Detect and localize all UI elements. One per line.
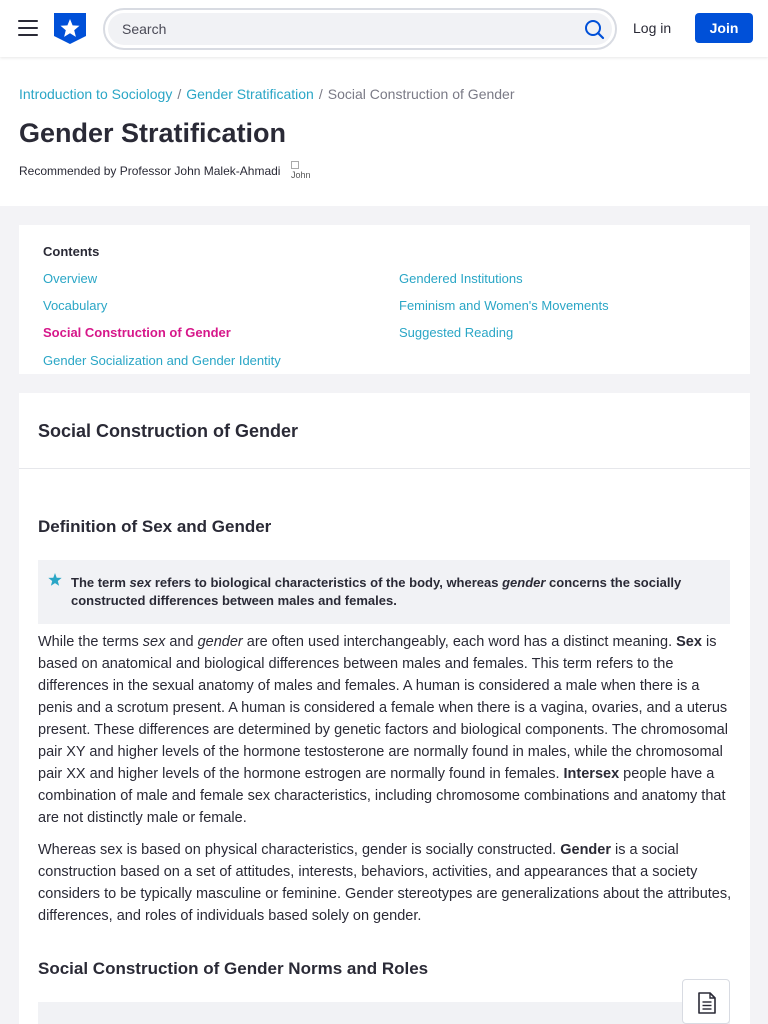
breadcrumb-link-intro-sociology[interactable]: Introduction to Sociology [19, 86, 173, 102]
star-icon [48, 573, 62, 587]
broken-image-icon [291, 161, 299, 169]
section-title: Social Construction of Gender [38, 421, 299, 441]
table-of-contents [19, 225, 750, 374]
toc-link-social-construction-of-gender[interactable]: Social Construction of Gender [43, 325, 231, 340]
contents-heading: Contents [43, 244, 100, 259]
search-icon[interactable] [581, 16, 607, 42]
toc-link-feminism[interactable]: Feminism and Women's Movements [399, 298, 609, 313]
toc-link-overview[interactable]: Overview [43, 271, 98, 286]
avatar-alt-text: John [291, 170, 311, 180]
search-input[interactable] [122, 13, 552, 45]
hamburger-menu-icon[interactable] [18, 20, 38, 36]
search-bar [103, 8, 617, 50]
section-divider [19, 468, 750, 469]
toc-link-vocabulary[interactable]: Vocabulary [43, 298, 108, 313]
search-field-background [108, 13, 612, 45]
recommended-by-text: Recommended by Professor John Malek-Ahmadi [19, 164, 281, 178]
document-icon [697, 992, 717, 1014]
avatar[interactable] [291, 161, 315, 185]
join-button[interactable]: Join [695, 13, 753, 43]
page-header [0, 57, 768, 206]
callout-text: The term sex refers to biological characteristics of the body, whereas gender concerns the socially constructed differences between males and females. [71, 575, 682, 608]
breadcrumb-link-gender-stratification[interactable]: Gender Stratification [186, 86, 314, 102]
next-callout-box [38, 1002, 730, 1024]
breadcrumb-current: Social Construction of Gender [327, 86, 515, 102]
login-link[interactable]: Log in [633, 20, 672, 36]
breadcrumb [19, 86, 515, 102]
paragraph-gender-definition: Whereas sex is based on physical characteristics, gender is socially constructed. Gender is a social construction based on a set of attitudes, interests, behaviors, activities, and appearances that a society considers to be typically masculine or feminine. Gender stereotypes are generalizations about the attributes, differences, and roles of individuals based solely on gender. [38, 842, 732, 924]
subheading-norms-and-roles: Social Construction of Gender Norms and Roles [38, 959, 429, 978]
breadcrumb-separator: / [177, 86, 182, 102]
key-term-callout [38, 560, 730, 624]
page-title: Gender Stratification [19, 118, 287, 148]
paragraph-sex-definition: While the terms sex and gender are often used interchangeably, each word has a distinct meaning. Sex is based on anatomical and biological differences between males and females. This term refers to the differences in the sexual anatomy of males and females. A human is considered a male when there is a penis and a scrotum present. A human is considered a female when there is a vagina, ovaries, and a uterus present. These differences are determined by genetic factors and biological components. The chromosomal pair XY and higher levels of the hormone testosterone are normally found in males, while the chromosomal pair XX and higher levels of the hormone estrogen are normally found in females. Intersex people have a combination of male and female sex characteristics, including chromosome combinations and anatomy that are not distinctly male or female. [38, 634, 728, 826]
breadcrumb-separator: / [318, 86, 323, 102]
site-logo[interactable] [54, 13, 86, 44]
toc-link-gender-socialization[interactable]: Gender Socialization and Gender Identity [43, 353, 281, 368]
top-navigation-bar [0, 0, 768, 57]
article-content [19, 393, 750, 1024]
notes-button[interactable] [682, 979, 730, 1024]
toc-link-suggested-reading[interactable]: Suggested Reading [399, 325, 514, 340]
toc-link-gendered-institutions[interactable]: Gendered Institutions [399, 271, 523, 286]
subheading-definition: Definition of Sex and Gender [38, 517, 272, 536]
